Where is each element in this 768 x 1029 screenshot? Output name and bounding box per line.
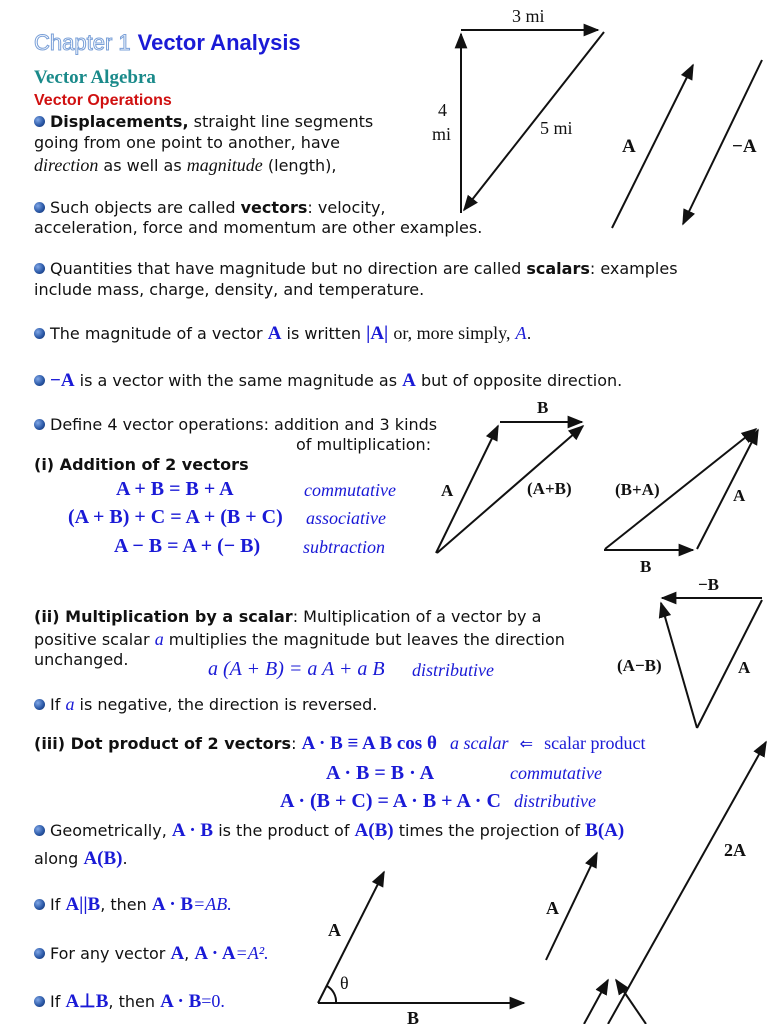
eq-commutative-note: commutative [304,480,396,500]
implies-arrow-icon: ⇐ [519,734,533,753]
chapter-label: Chapter 1 [34,30,131,55]
page-header [34,30,301,56]
eq-subtraction: A − B = A + (− B) [114,535,261,557]
text: is negative, the direction is reversed. [79,695,378,714]
bullet-icon [34,825,45,836]
text: If [50,695,61,714]
label-mi: mi [432,124,452,144]
para-magnitude [34,323,532,345]
label-add-a2: A [733,486,746,505]
para-self-dot [34,943,269,965]
para-scalar-l2 [34,629,565,650]
label-a: A [622,136,636,157]
label-2a: 2A [724,840,746,860]
para-negative [34,370,622,392]
label-a-plus-b: (A+B) [527,479,572,498]
label-4: 4 [438,100,447,120]
eq-dot-commutative-note: commutative [510,763,602,783]
vector-b-paren: (B) [97,848,123,869]
heading-dot-title: (iii) Dot product of 2 vectors [34,734,292,753]
text: Quantities that have magnitude but no direction are called [50,259,522,278]
dot-ab: A · B [171,820,214,841]
vector-a: A [170,943,185,964]
abs-a: |A| [366,323,389,344]
text: , [184,944,190,963]
a-parallel-b: A||B [65,894,101,915]
text: is a vector with the same magnitude as [79,371,398,390]
para-negative-scalar [34,694,377,715]
scalar-a: a [154,629,164,649]
eq-associative-note: associative [306,508,386,528]
term-scalars: scalars [526,259,590,278]
angle-arc [327,986,336,1003]
text: . [526,324,532,343]
arrow-a-minus-b [661,603,697,728]
eq-scalar-note: distributive [412,660,494,680]
vector-a: A [354,820,369,841]
heading-dot: (iii) Dot product of 2 vectors: A · B ≡ A B cos θ a scalar ⇐ scalar product [34,733,646,754]
vector-a: A [83,848,98,869]
para-displacements-l2: going from one point to another, have [34,133,340,152]
text: multiplies the magnitude but leaves the direction [168,630,565,649]
text: If [50,895,61,914]
heading-addition: (i) Addition of 2 vectors [34,455,249,474]
text: is written [286,324,362,343]
text: : Multiplication of a vector by a [292,607,542,626]
text: or, more simply, [393,323,511,343]
para-scalars-l2: include mass, charge, density, and temperature. [34,280,425,299]
term-magnitude: magnitude [186,155,263,175]
para-scalar-l3: unchanged. [34,650,129,669]
triangle-figure [461,30,604,213]
label-angle-a: A [328,920,341,940]
text: Such objects are called [50,198,236,217]
para-displacements [34,112,373,131]
neg-vector-a: −A [50,370,75,391]
bullet-icon [34,263,45,274]
text: , then [108,992,155,1011]
text: positive scalar [34,630,150,649]
value-a-squared: =A². [235,943,269,963]
bullet-icon [34,202,45,213]
eq-dot-def: A · B ≡ A B cos θ [301,733,437,754]
para-parallel [34,894,232,916]
eq-dot-note2: scalar product [544,733,646,753]
para-define [34,415,437,434]
term-displacements: Displacements, [50,112,189,131]
bullet-icon [34,328,45,339]
bullet-icon [34,699,45,710]
label-theta: θ [340,973,349,993]
value-ab: =AB. [193,894,232,914]
section-title: Vector Algebra [34,67,156,88]
text: as well as [103,156,182,175]
vector-a-paren: (A) [597,820,625,841]
bullet-icon [34,899,45,910]
para-perpendicular [34,990,225,1013]
line-sub-a [697,600,762,728]
bullet-icon [34,419,45,430]
eq-subtraction-note: subtraction [303,537,386,557]
arrow-5mi [464,32,604,210]
bullet-icon [34,375,45,386]
para-geometric-l2 [34,848,128,870]
text: is the product of [218,821,350,840]
para-geometric [34,820,624,842]
term-vectors: vectors [240,198,308,217]
text: Geometrically, [50,821,167,840]
eq-dot-commutative: A · B = B · A [326,762,435,784]
label-add-b: B [537,398,549,417]
heading-scalar [34,607,541,626]
text: Define 4 vector operations: addition and 3 kinds [50,415,438,434]
text: (length), [267,156,337,175]
text: , then [100,895,147,914]
vector-b-paren: (B) [368,820,394,841]
arrow-add-a2 [697,430,758,549]
vector-a: A [267,323,282,344]
text: . [122,849,128,868]
label-add-a: A [441,481,454,500]
text: straight line segments [193,112,374,131]
eq-dot-distributive-note: distributive [514,791,596,811]
text: along [34,849,79,868]
scalar-a: A [515,323,527,343]
para-scalars [34,259,678,278]
para-define-l2: of multiplication: [296,435,432,454]
subsection-title: Vector Operations [34,92,172,109]
para-displacements-l3 [34,155,336,176]
scalar-a: a [65,694,75,714]
eq-scalar-distributive [208,658,385,681]
text: If [50,992,61,1011]
bullet-icon [34,948,45,959]
arrow-bottom-2 [616,980,646,1024]
term-direction: direction [34,155,99,175]
eq-commutative: A + B = B + A [116,478,234,500]
arrow-2a [608,742,766,1024]
text: : examples [589,259,678,278]
text: : velocity, [307,198,386,217]
bullet-icon [34,116,45,127]
label-neg-a: −A [732,136,757,157]
eq-associative: (A + B) + C = A + (B + C) [68,506,283,528]
para-vectors-l2: acceleration, force and momentum are other examples. [34,218,483,237]
dot-ab: A · B [151,894,194,915]
bullet-icon [34,996,45,1007]
value-zero: =0. [201,991,225,1011]
vector-a: A [402,370,416,391]
text: The magnitude of a vector [50,324,263,343]
text: but of opposite direction. [420,371,623,390]
page-title: Vector Analysis [137,30,301,55]
dot-ab: A · B [160,991,202,1012]
label-b-plus-a: (B+A) [615,480,660,499]
label-a-minus-b: (A−B) [617,656,662,675]
heading-scalar-title: (ii) Multiplication by a scalar [34,607,293,626]
text: times the projection of [398,821,581,840]
vector-b: B [585,820,598,841]
label-sub-a: A [738,658,751,677]
para-vectors [34,198,386,217]
dot-aa: A · A [194,943,236,964]
eq-dot-note1: a scalar [449,733,509,753]
label-5mi: 5 mi [540,118,573,138]
arrow-bottom-1 [584,980,608,1024]
label-add-b2: B [640,557,652,576]
label-3mi: 3 mi [512,6,545,26]
eq-scalar-text: a (A + B) = a A + a B [208,658,385,680]
label-a-small: A [546,898,559,918]
label-angle-b: B [407,1008,420,1028]
label-neg-b: −B [698,575,720,594]
a-perp-b: A⊥B [65,991,109,1012]
text: For any vector [50,944,166,963]
eq-dot-distributive: A · (B + C) = A · B + A · C [280,790,501,812]
